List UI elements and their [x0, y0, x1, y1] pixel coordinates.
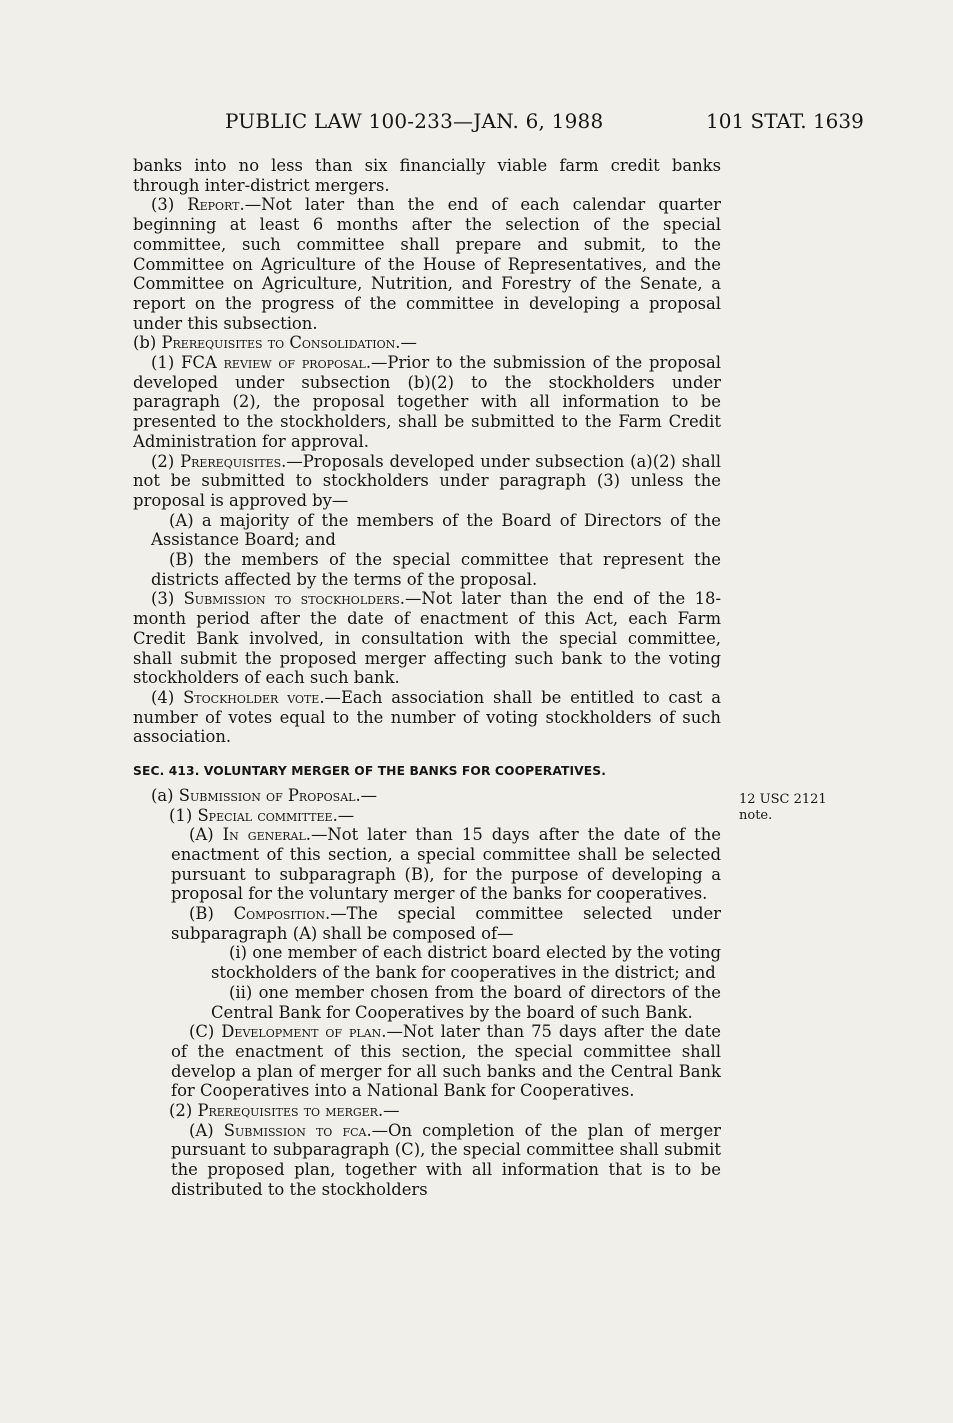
text-run: .—The special committee selected under subparagraph (A) shall be composed of— [171, 904, 721, 943]
text-run: (B) [189, 904, 234, 924]
small-caps-heading-text: Prerequisites to merger [197, 1101, 378, 1121]
text-run: (B) the members of the special committee that represent the districts affected by the terms of the proposal. [151, 550, 721, 589]
page-header [0, 109, 953, 139]
text-run: .—Not later than 75 days after the date of the enactment of this section, the special committee shall develop a plan of merger for all such banks and the Central Bank for Cooperatives into a National Bank for Cooperatives. [171, 1022, 721, 1101]
paragraph [133, 195, 721, 333]
paragraph [133, 550, 721, 589]
small-caps-heading-text: Submission to stockholders [183, 589, 400, 609]
small-caps-heading-text: Submission to fca [223, 1120, 367, 1140]
text-run: (ii) one member chosen from the board of directors of the Central Bank for Cooperatives by the board of such Bank. [211, 982, 721, 1022]
running-head-title: PUBLIC LAW 100-233—JAN. 6, 1988 [225, 109, 604, 133]
paragraph [133, 943, 721, 982]
margin-note-citation: 12 USC 2121 [739, 792, 827, 807]
small-caps-heading-text: Composition [233, 904, 326, 924]
paragraph [133, 156, 721, 195]
paragraph-heading [133, 806, 721, 826]
small-caps-heading-text: Development of plan [221, 1022, 382, 1042]
small-caps-heading-text: In general [222, 825, 306, 845]
margin-note [739, 792, 849, 824]
text-run: (C) [189, 1022, 222, 1042]
small-caps-heading-text: Report [187, 195, 240, 215]
text-run: .—Each association shall be entitled to cast a number of votes equal to the number of voting stockholders of such association. [133, 687, 721, 747]
text-run: (1) FCA [151, 353, 224, 373]
small-caps-heading-text: Prerequisites to Consolidation [161, 333, 396, 353]
section-heading [133, 762, 721, 782]
text-run: .— [355, 785, 378, 805]
paragraph-heading [133, 1101, 721, 1121]
text-run: .— [332, 805, 355, 825]
text-run: .— [395, 333, 417, 353]
paragraph [133, 511, 721, 550]
paragraph [133, 1022, 721, 1101]
text-run: (3) [151, 589, 184, 609]
text-run: (A) [189, 825, 223, 845]
subsection-heading [133, 333, 721, 353]
paragraph [133, 688, 721, 747]
text-run: (1) [169, 805, 198, 825]
paragraph [133, 452, 721, 511]
text-run: (3) [151, 195, 188, 215]
paragraph [133, 904, 721, 943]
text-run: SEC. 413. VOLUNTARY MERGER OF THE BANKS FOR COOPERATIVES. [133, 764, 606, 779]
small-caps-heading-text: Submission of Proposal [178, 785, 356, 805]
text-run: (4) [151, 687, 184, 707]
text-run: .—On completion of the plan of merger pursuant to subparagraph (C), the special committee shall submit the proposed plan, together with all information that is to be distributed to the stockholders [171, 1120, 722, 1199]
paragraph [133, 1121, 721, 1200]
statute-page-number: 101 STAT. 1639 [706, 109, 864, 133]
text-run: .—Prior to the submission of the proposal developed under subsection (b)(2) to the stockholders under paragraph (2), the proposal together with all information to be presented to the stockholders, shall be submitted to the Farm Credit Administration for approval. [133, 353, 722, 451]
text-run: (2) [169, 1101, 198, 1121]
small-caps-heading-text: Special committee [197, 805, 333, 825]
paragraph [133, 353, 721, 452]
paragraph [133, 589, 721, 688]
paragraph [133, 825, 721, 904]
small-caps-heading-text: Stockholder vote [183, 687, 320, 707]
text-run: (a) [151, 785, 179, 805]
subsection-heading [133, 786, 721, 806]
margin-note-label: note. [739, 808, 773, 823]
small-caps-heading-text: review of proposal [223, 353, 366, 373]
text-run: (i) one member of each district board elected by the voting stockholders of the bank for cooperatives in the district; and [211, 943, 721, 983]
text-run: banks into no less than six financially viable farm credit banks through inter-district mergers. [133, 156, 721, 195]
text-run: (b) [133, 333, 162, 353]
text-run: .—Proposals developed under subsection (a)(2) shall not be submitted to stockholders under paragraph (3) unless the proposal is approved by— [133, 451, 721, 510]
text-run: .— [377, 1101, 400, 1121]
text-run: (2) [151, 451, 181, 471]
text-run: .—Not later than the end of the 18-month period after the date of enactment of this Act, each Farm Credit Bank involved, in consultation with the special committee, shall submit the proposed merger affecting such bank to the voting stockholders of each such bank. [133, 589, 721, 688]
text-run: .—Not later than 15 days after the date of the enactment of this section, a special committee shall be selected pursuant to subparagraph (B), for the purpose of developing a proposal for the voluntary merger of the banks for cooperatives. [171, 825, 721, 904]
small-caps-heading-text: Prerequisites [180, 451, 282, 471]
text-run: (A) [189, 1120, 224, 1140]
text-run: .—Not later than the end of each calendar quarter beginning at least 6 months after the selection of the special committee, such committee shall prepare and submit, to the Committee on Agriculture of the House of Representatives, and the Committee on Agriculture, Nutrition, and Forestry of the Senate, a report on the progress of the committee in developing a proposal under this subsection. [133, 195, 721, 333]
text-run: (A) a majority of the members of the Board of Directors of the Assistance Board; and [151, 510, 721, 550]
paragraph [133, 983, 721, 1022]
body-text [133, 156, 721, 1200]
